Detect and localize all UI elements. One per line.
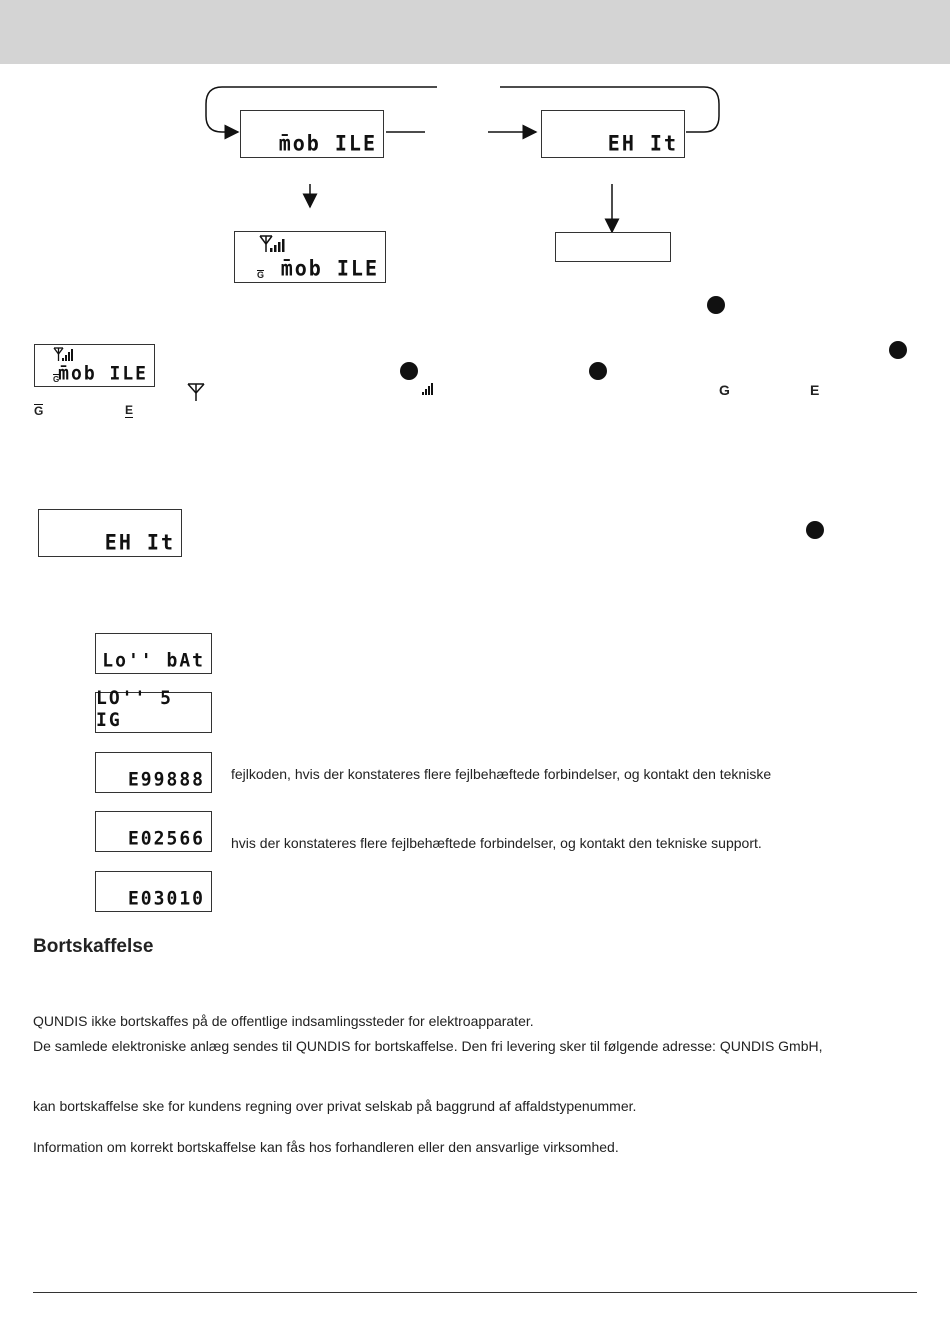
code-description: fejlkoden, hvis der konstateres flere fejlbehæftede forbindelser, og kontakt den tekniske <box>231 766 772 782</box>
lcd-mobile-network <box>234 231 386 283</box>
code-lcd-text: LO'' 5 IG <box>96 686 174 732</box>
code-lcd <box>95 811 212 852</box>
code-lcd-text: E02566 <box>127 827 205 850</box>
lcd-exit-text: EH It <box>607 130 678 156</box>
bullet-dot <box>707 296 725 314</box>
signal-icon-small <box>53 347 79 362</box>
legend-lcd-text: m̄ob ILE <box>58 362 148 385</box>
legend-lcd-mobile <box>34 344 155 387</box>
signal-icon <box>259 235 291 253</box>
code-lcd <box>95 633 212 674</box>
footer-rule <box>33 1292 917 1293</box>
legend-e-label: E <box>125 403 134 417</box>
bullet-dot <box>806 521 824 539</box>
exit-panel-lcd <box>38 509 182 557</box>
disposal-paragraph-3: kan bortskaffelse ske for kundens regning over privat selskab på baggrund af affaldstypenummer. <box>33 1098 637 1114</box>
lcd-mobile-network-text: m̄ob ILE <box>280 255 379 281</box>
e-bold-label: E <box>810 382 820 398</box>
antenna-icon <box>187 382 207 402</box>
exit-panel-lcd-text: EH It <box>104 529 175 555</box>
bullet-dot <box>589 362 607 380</box>
lcd-mobile <box>240 110 384 158</box>
code-lcd-text: E99888 <box>127 768 205 791</box>
disposal-paragraph-4: Information om korrekt bortskaffelse kan fås hos forhandleren eller den ansvarlige virksomhed. <box>33 1139 619 1155</box>
section-heading: Bortskaffelse <box>33 936 154 957</box>
lcd-mobile-text: m̄ob ILE <box>278 130 377 156</box>
code-description: hvis der konstateres flere fejlbehæftede forbindelser, og kontakt den tekniske support. <box>231 835 762 851</box>
bullet-dot <box>889 341 907 359</box>
disposal-paragraph-1: QUNDIS ikke bortskaffes på de offentlige indsamlingssteder for elektroapparater. <box>33 1013 534 1029</box>
code-lcd-text: Lo'' bAt <box>102 649 205 672</box>
code-lcd-text: E03010 <box>127 887 205 910</box>
code-lcd <box>95 752 212 793</box>
legend-g-indicator: G <box>53 375 60 384</box>
code-lcd <box>95 686 212 733</box>
legend-g-label: G <box>34 404 44 418</box>
flow-diagram <box>0 64 950 304</box>
g-bold-label: G <box>719 382 730 398</box>
signal-bars-icon <box>421 382 435 396</box>
bullet-dot <box>400 362 418 380</box>
header-band <box>0 0 950 64</box>
code-lcd <box>95 871 212 912</box>
blank-box <box>555 232 671 262</box>
g-indicator: G <box>257 270 265 280</box>
disposal-paragraph-2: De samlede elektroniske anlæg sendes til QUNDIS for bortskaffelse. Den fri levering sker til følgende adresse: QUNDIS GmbH, <box>33 1038 823 1054</box>
lcd-exit <box>541 110 685 158</box>
